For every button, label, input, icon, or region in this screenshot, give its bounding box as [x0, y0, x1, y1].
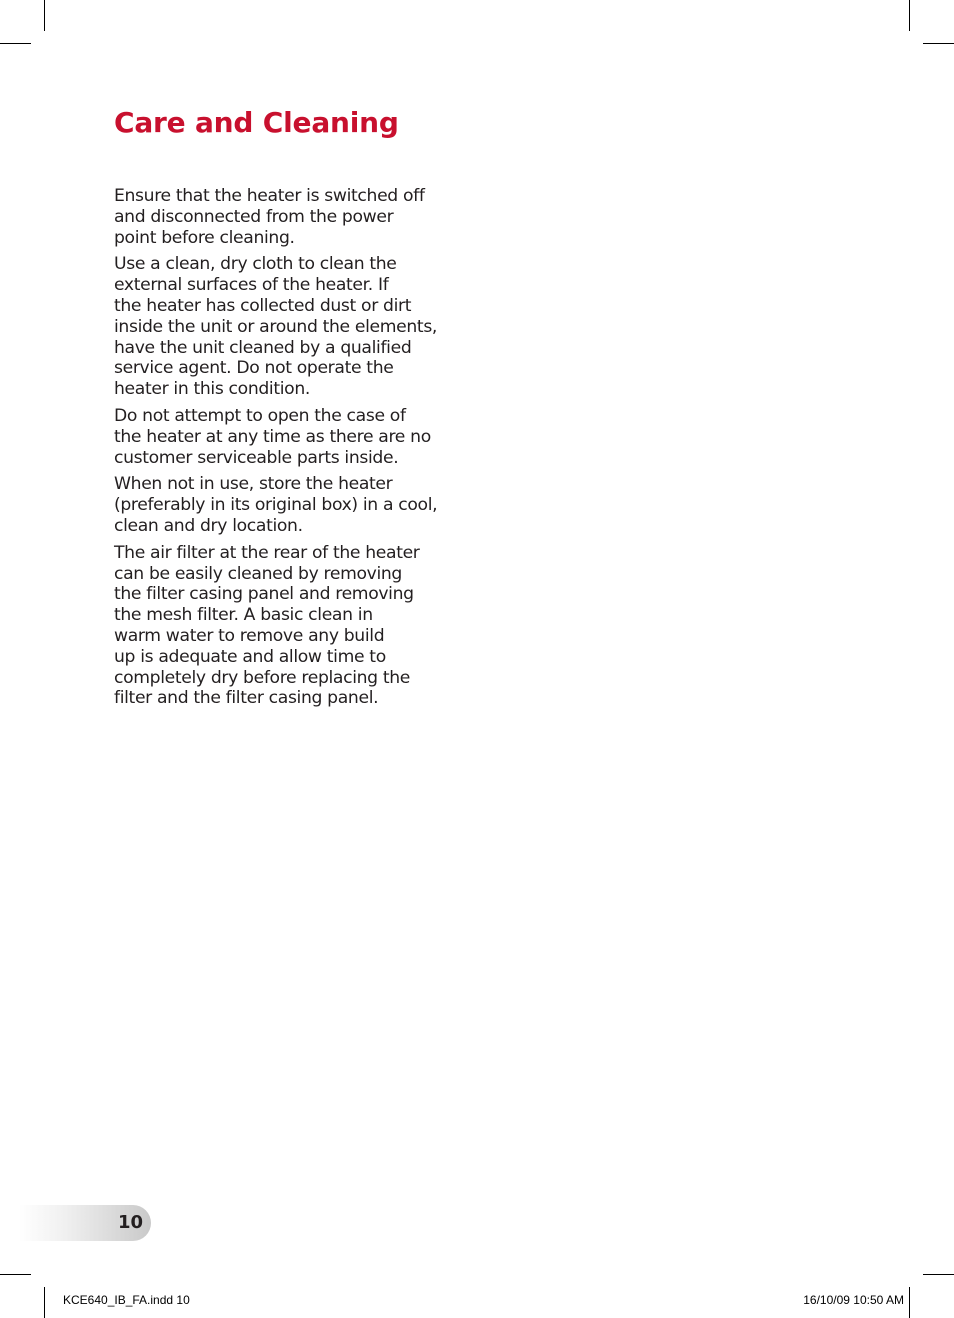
crop-mark-top-left-horizontal: [0, 43, 31, 44]
text-line: and disconnected from the power: [114, 206, 394, 227]
paragraph-storage: [114, 474, 474, 536]
text-line: service agent. Do not operate the: [114, 358, 394, 379]
crop-mark-bottom-left-vertical: [44, 1287, 45, 1318]
page-title: Care and Cleaning: [114, 106, 399, 139]
paragraph-air-filter: [114, 543, 474, 709]
crop-mark-top-right-horizontal: [923, 43, 954, 44]
slug-file-info: KCE640_IB_FA.indd 10: [63, 1293, 190, 1307]
text-line: inside the unit or around the elements,: [114, 316, 438, 337]
body-text: [114, 186, 474, 715]
slug-datetime: 16/10/09 10:50 AM: [803, 1293, 904, 1307]
text-line: Use a clean, dry cloth to clean the: [114, 254, 397, 275]
text-line: point before cleaning.: [114, 227, 295, 248]
paragraph-do-not-open: [114, 406, 474, 468]
text-line: up is adequate and allow time to: [114, 646, 386, 667]
text-line: can be easily cleaned by removing: [114, 563, 402, 584]
text-line: When not in use, store the heater: [114, 474, 393, 495]
text-line: completely dry before replacing the: [114, 667, 411, 688]
text-line: Do not attempt to open the case of: [114, 405, 406, 426]
text-line: external surfaces of the heater. If: [114, 275, 389, 296]
text-line: warm water to remove any build: [114, 625, 385, 646]
paragraph-switch-off: [114, 186, 474, 248]
text-line: the heater has collected dust or dirt: [114, 295, 412, 316]
crop-mark-bottom-right-horizontal: [923, 1274, 954, 1275]
text-line: clean and dry location.: [114, 515, 303, 536]
text-line: customer serviceable parts inside.: [114, 447, 399, 468]
text-line: the filter casing panel and removing: [114, 584, 414, 605]
crop-mark-top-left-vertical: [44, 0, 45, 31]
crop-mark-top-right-vertical: [909, 0, 910, 31]
paragraph-cloth-cleaning: [114, 254, 474, 400]
text-line: Ensure that the heater is switched off: [114, 186, 425, 206]
page-number: 10: [117, 1212, 143, 1233]
text-line: the heater at any time as there are no: [114, 426, 431, 447]
crop-mark-bottom-right-vertical: [909, 1287, 910, 1318]
page-number-tab: [19, 1205, 151, 1241]
crop-mark-bottom-left-horizontal: [0, 1274, 31, 1275]
text-line: have the unit cleaned by a qualified: [114, 337, 412, 358]
text-line: heater in this condition.: [114, 379, 310, 400]
text-line: The air filter at the rear of the heater: [114, 542, 420, 563]
text-line: (preferably in its original box) in a cool,: [114, 495, 438, 516]
text-line: filter and the filter casing panel.: [114, 688, 379, 709]
text-line: the mesh filter. A basic clean in: [114, 605, 373, 626]
